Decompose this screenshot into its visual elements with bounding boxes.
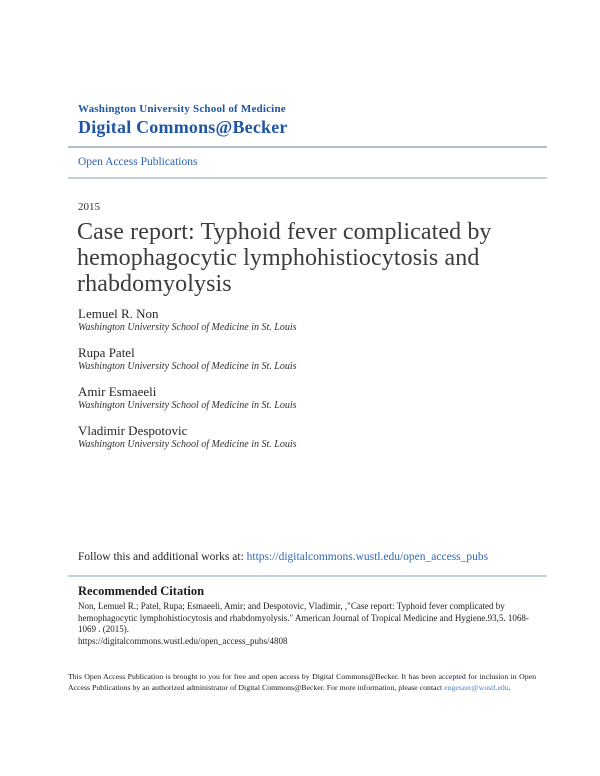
recommended-citation-url: https://digitalcommons.wustl.edu/open_access_pubs/4808: [78, 636, 288, 646]
footer-text: This Open Access Publication is brought to you for free and open access by Digital Commons@Becker. It has been accepted for inclusion in Open Access Publications by an authorized administrator of Digital Commons@Becker. For more information, please contact: [68, 672, 536, 692]
divider-top: [68, 146, 547, 148]
recommended-citation-text: Non, Lemuel R.; Patel, Rupa; Esmaeeli, Amir; and Despotovic, Vladimir, ,"Case report: Typhoid fever complicated by hemophagocytic lymphohistiocytosis and rhabdomyolysis." American Journal of Tropical Medicine and Hygiene.93,5. 1068-1069 . (2015).: [78, 601, 529, 634]
author-entry: [78, 423, 297, 451]
follow-works-line: [78, 551, 488, 563]
footer-text-end: .: [508, 683, 511, 692]
author-name: Amir Esmaeeli: [78, 384, 157, 399]
cover-page-footer: [68, 671, 536, 693]
author-affiliation: Washington University School of Medicine in St. Louis: [78, 400, 297, 411]
site-title[interactable]: Digital Commons@Becker: [78, 117, 288, 137]
author-entry: [78, 306, 297, 334]
author-affiliation: Washington University School of Medicine in St. Louis: [78, 361, 297, 372]
collection-link-open-access-publications[interactable]: Open Access Publications: [78, 156, 198, 168]
author-name: Vladimir Despotovic: [78, 423, 188, 438]
author-entry: [78, 384, 297, 412]
article-title-line: hemophagocytic lymphohistiocytosis and: [77, 245, 480, 271]
author-list: [78, 306, 297, 462]
article-title-line: rhabdomyolysis: [77, 271, 232, 297]
footer-contact-email-link[interactable]: engeszer@wustl.edu: [444, 683, 509, 692]
author-affiliation: Washington University School of Medicine in St. Louis: [78, 439, 297, 450]
article-title-line: Case report: Typhoid fever complicated by: [77, 219, 492, 245]
author-name: Lemuel R. Non: [78, 306, 159, 321]
author-name: Rupa Patel: [78, 345, 135, 360]
follow-works-label: Follow this and additional works at:: [78, 551, 247, 563]
author-entry: [78, 345, 297, 373]
author-affiliation: Washington University School of Medicine in St. Louis: [78, 322, 297, 333]
recommended-citation-heading: Recommended Citation: [78, 584, 205, 598]
masthead: [78, 103, 288, 138]
institution-name: Washington University School of Medicine: [78, 103, 286, 115]
divider-above-citation: [68, 575, 547, 577]
follow-works-url-link[interactable]: https://digitalcommons.wustl.edu/open_access_pubs: [246, 551, 489, 563]
article-title: [77, 219, 537, 297]
publication-year: 2015: [78, 201, 100, 213]
divider-under-collection: [68, 177, 547, 179]
